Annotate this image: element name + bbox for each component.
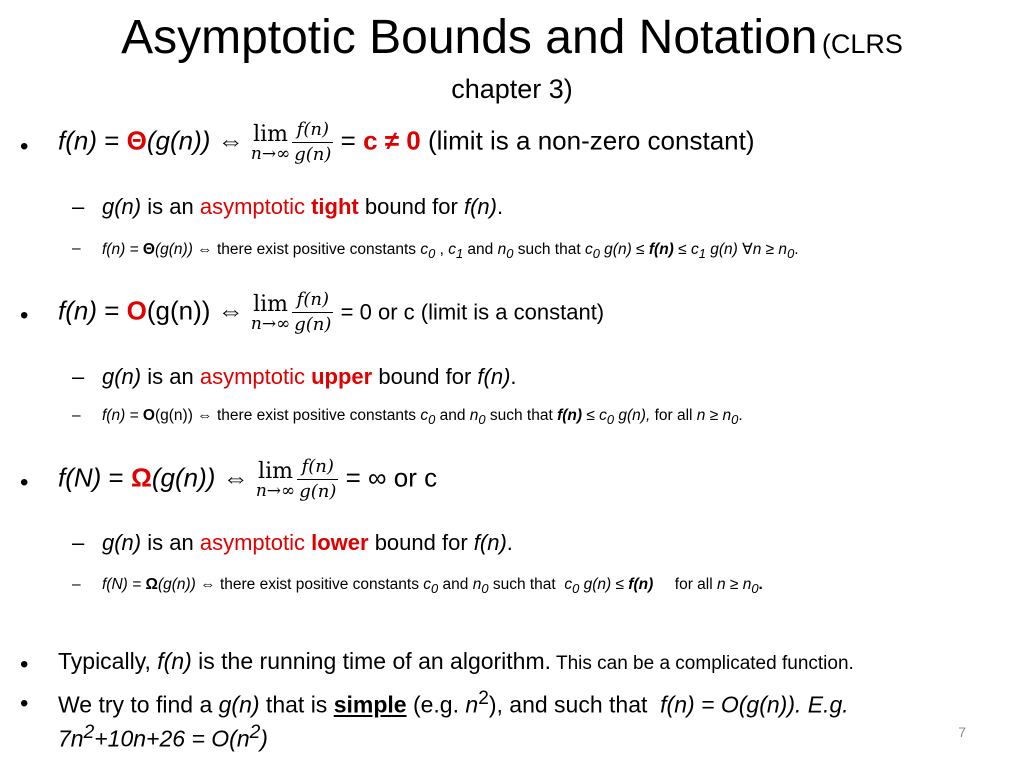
typically-small: This can be a complicated function. (551, 653, 854, 674)
and: and (463, 241, 498, 258)
and: and (438, 576, 473, 593)
omega-eq: = (101, 462, 131, 493)
line2-a: 7n (58, 725, 84, 752)
and: and (435, 407, 470, 424)
such-that: such that (513, 241, 585, 258)
c0-sub: 0 (431, 581, 439, 597)
bigo-sub2 (102, 407, 743, 427)
n0-sub: 0 (478, 412, 486, 428)
forall: for all (653, 576, 717, 593)
title-main: Asymptotic Bounds and Notation (121, 11, 818, 64)
theta-arg: (g(n)) (146, 125, 211, 156)
arg: (g(n)) (154, 407, 193, 424)
lim-word: lim (253, 291, 289, 317)
title-sub: (CLRS (821, 29, 903, 59)
such-that: such that (485, 407, 558, 424)
ncond-sub: 0 (751, 581, 759, 597)
omega-definition (58, 455, 437, 504)
n0-sub: 0 (506, 246, 514, 262)
comma: , (435, 241, 449, 258)
iff: ⇔ (192, 407, 217, 424)
lim-sub: n→∞ (255, 480, 296, 501)
bullet-simple-dot: • (20, 690, 29, 717)
typically-f: f(n) (157, 648, 192, 674)
period: . (506, 530, 513, 555)
lim-sub: n→∞ (250, 143, 291, 164)
c0b-sub: 0 (572, 581, 580, 597)
c1b-sub: 1 (698, 246, 706, 262)
fn: f(n) (648, 241, 674, 258)
bigo-definition (58, 288, 604, 337)
typically-pre: Typically, (58, 648, 158, 674)
g1: g(n), (614, 407, 651, 424)
typically-line (58, 648, 854, 675)
bigo-rhs: = 0 or c (limit is a constant) (340, 299, 605, 325)
lhs: f(N) = (102, 576, 146, 593)
omega-lhs-f: f(N) (58, 462, 102, 493)
n0: n (472, 576, 482, 593)
theta-sub2-dash: – (72, 240, 81, 257)
bigo-sub1 (102, 364, 517, 390)
lim-word: lim (258, 458, 293, 484)
fn: f(n) (628, 576, 654, 593)
simple-mid: that is (259, 691, 334, 718)
frac-numerator: f(n) (292, 118, 333, 143)
bound-kind: upper (311, 364, 373, 389)
c0: c (423, 576, 432, 593)
typically-mid: is the running time of an algorithm. (191, 648, 552, 674)
arg: (g(n)) (154, 241, 193, 258)
simple-g: g(n) (218, 691, 260, 718)
c0-sub: 0 (428, 412, 436, 428)
bigo-fraction (292, 288, 333, 337)
theta-eq: = (97, 125, 127, 156)
line2-sup1: 2 (83, 722, 95, 743)
end: . (794, 241, 799, 258)
bigo-limit (251, 292, 290, 334)
lim-sub: n→∞ (250, 313, 291, 334)
frac-denominator: g(n) (294, 144, 332, 165)
c0b-sub: 0 (592, 246, 600, 262)
theta-lhs-f: f(n) (58, 125, 97, 156)
text: there exist positive constants (217, 241, 421, 258)
fn: f(n) (557, 407, 583, 424)
iff: ⇔ (195, 576, 220, 593)
theta-iff: ⇔ (210, 125, 251, 156)
frac-denominator: g(n) (299, 481, 337, 502)
theta-sub1-dash: – (72, 194, 85, 219)
n0: n (497, 241, 507, 258)
arg: (g(n)) (157, 576, 196, 593)
theta-sub1 (102, 194, 503, 220)
symbol: Θ (142, 241, 155, 258)
le: ≤ c (582, 407, 607, 424)
bigo-sub2-dash: – (72, 407, 81, 424)
lhs: f(n) = (102, 241, 143, 258)
bound-kind: lower (311, 530, 369, 555)
ncond: n ≥ n (752, 241, 788, 258)
simple-line1 (58, 688, 849, 719)
le-sub: 0 (606, 412, 615, 428)
text: there exist positive constants (217, 407, 421, 424)
omega-sub2 (102, 576, 763, 596)
asymptotic-word: asymptotic (199, 530, 305, 555)
bound-kind: tight (311, 194, 359, 219)
asymptotic-word: asymptotic (199, 364, 305, 389)
slide-number: 7 (958, 724, 966, 740)
g-n: g(n) (102, 364, 142, 389)
is-an: is an (141, 530, 200, 555)
g-n: g(n) (102, 530, 142, 555)
line2-c: ) (260, 725, 268, 752)
omega-arg: (g(n)) (151, 462, 216, 493)
g2: g(n) (705, 241, 738, 258)
theta-rhs-text: (limit is a non-zero constant) (420, 125, 755, 156)
omega-rhs: = ∞ or c (345, 462, 438, 493)
le: ≤ (673, 241, 691, 258)
end: . (738, 407, 743, 424)
simple-line2 (58, 722, 268, 753)
theta-sub2 (102, 240, 799, 261)
simple-n-sup: 2 (478, 688, 489, 709)
bullet-theta-dot: • (20, 133, 29, 160)
forall: for all (650, 407, 697, 424)
is-an: is an (141, 364, 200, 389)
title-sub-line2: chapter 3) (451, 74, 573, 104)
omega-sub2-dash: – (72, 576, 81, 593)
asymptotic-word: asymptotic (199, 194, 305, 219)
simple-eq: f(n) = O(g(n)). E.g. (660, 691, 849, 718)
bigo-lhs-f: f(n) (58, 295, 97, 326)
simple-n: n (465, 691, 479, 718)
c1-sub: 1 (455, 246, 464, 262)
bigo-eq: = (97, 295, 127, 326)
symbol: O (142, 407, 155, 424)
theta-limit (251, 122, 290, 164)
bullet-omega-dot: • (20, 469, 29, 496)
ncond: n ≥ n (716, 576, 752, 593)
bound-for: bound for (358, 194, 464, 219)
theta-rhs-eq: = (340, 125, 364, 156)
simple-pre: We try to find a (58, 691, 219, 718)
simple-eg: (e.g. (406, 691, 466, 718)
theta-symbol: Θ (126, 125, 147, 156)
c0: c (420, 407, 429, 424)
frac-numerator: f(n) (292, 288, 333, 313)
g1: g(n) ≤ (599, 241, 649, 258)
frac-denominator: g(n) (294, 314, 332, 335)
c0b: c (584, 241, 593, 258)
theta-definition (58, 118, 755, 167)
c0-sub: 0 (428, 246, 436, 262)
omega-symbol: Ω (130, 462, 152, 493)
bound-for: bound for (372, 364, 478, 389)
iff: ⇔ (192, 241, 217, 258)
line2-sup2: 2 (249, 722, 261, 743)
ncond: n ≥ n (696, 407, 732, 424)
g-n: g(n) (102, 194, 142, 219)
text: there exist positive constants (219, 576, 424, 593)
omega-limit (256, 459, 295, 501)
theta-rhs-c: c ≠ 0 (363, 125, 421, 156)
frac-numerator: f(n) (297, 455, 338, 480)
ncond-sub: 0 (731, 412, 739, 428)
bigo-arg: (g(n)) (146, 295, 211, 326)
omega-fraction (297, 455, 338, 504)
is-an: is an (141, 194, 200, 219)
bigo-symbol: O (126, 295, 147, 326)
n0: n (469, 407, 479, 424)
bigo-iff: ⇔ (210, 295, 251, 326)
f-n: f(n) (463, 194, 497, 219)
ncond-sub: 0 (787, 246, 795, 262)
period: . (496, 194, 504, 219)
c1b: c (690, 241, 699, 258)
slide-title (0, 8, 1024, 68)
bound-for: bound for (368, 530, 474, 555)
c0: c (420, 241, 429, 258)
end: . (758, 576, 763, 593)
bigo-sub1-dash: – (72, 364, 85, 389)
f-n: f(n) (473, 530, 507, 555)
omega-sub1 (102, 530, 513, 556)
such-that: such that (488, 576, 565, 593)
lhs: f(n) = (102, 407, 143, 424)
c0b: c (564, 576, 573, 593)
omega-iff: ⇔ (215, 462, 256, 493)
symbol: Ω (145, 576, 158, 593)
simple-close: ), and such that (488, 691, 661, 718)
forall: ∀ (737, 241, 753, 258)
g1: g(n) ≤ (579, 576, 629, 593)
simple-word: simple (333, 691, 407, 718)
line2-b: +10n+26 = O(n (94, 725, 250, 752)
theta-fraction (292, 118, 333, 167)
n0-sub: 0 (481, 581, 489, 597)
f-n: f(n) (477, 364, 511, 389)
bullet-typically-dot: • (20, 651, 29, 678)
period: . (510, 364, 517, 389)
lim-word: lim (253, 121, 289, 147)
bullet-bigo-dot: • (20, 302, 29, 329)
omega-sub1-dash: – (72, 530, 85, 555)
c1: c (448, 241, 456, 258)
